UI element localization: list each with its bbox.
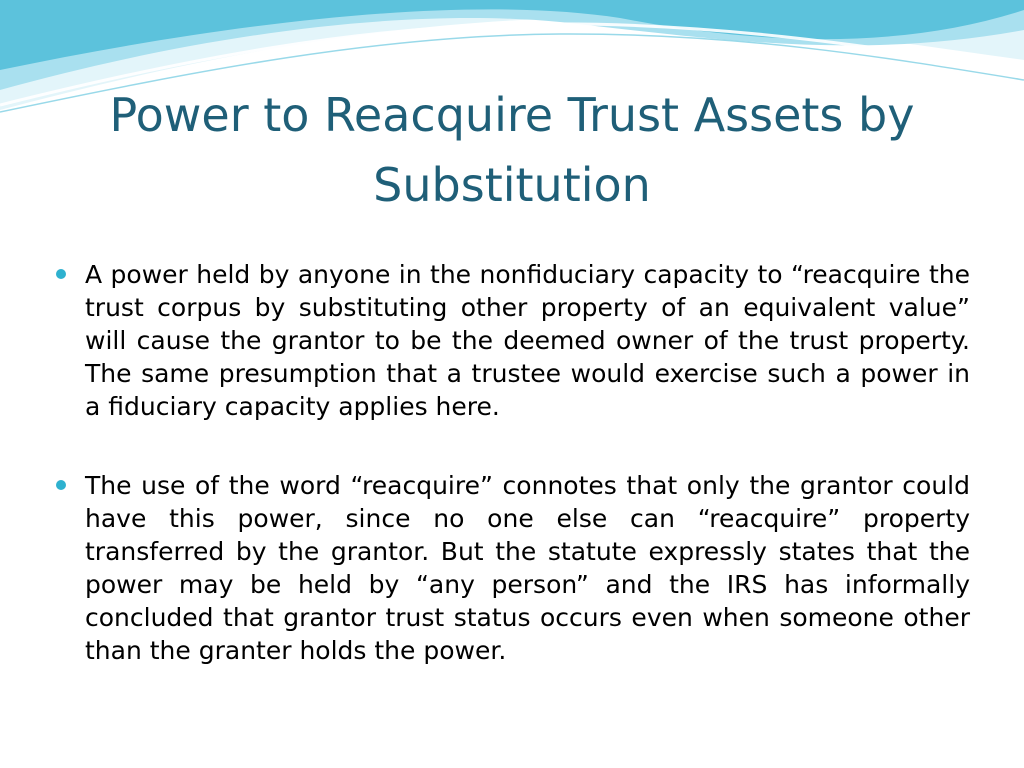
- bullet-item: [50, 258, 970, 423]
- bullet-text: The use of the word “reacquire” connotes that only the grantor could have this power, since no one else can “reacquire” property transferred by the grantor. But the statute expressly states that the power may be held by “any person” and the IRS has informally concluded that grantor trust status occurs even when someone other than the granter holds the power.: [85, 471, 970, 665]
- bullet-item: [50, 469, 970, 667]
- bullet-dot-icon: [56, 480, 66, 490]
- bullet-text: A power held by anyone in the nonfiduciary capacity to “reacquire the trust corpus by substituting other property of an equivalent value” will cause the grantor to be the deemed owner of the trust property. The same presumption that a trustee would exercise such a power in a fiduciary capacity applies here.: [85, 260, 970, 421]
- bullet-list: [50, 258, 970, 713]
- slide-title: Power to Reacquire Trust Assets by Substitution: [109, 88, 915, 212]
- bullet-dot-icon: [56, 269, 66, 279]
